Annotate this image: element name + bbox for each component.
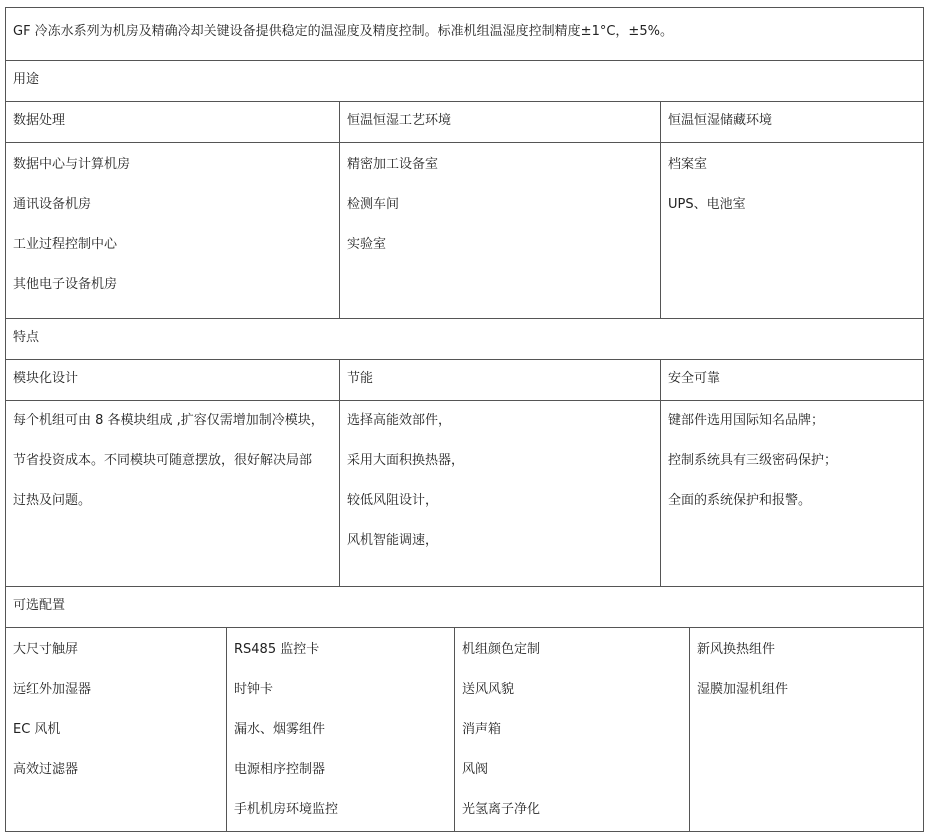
list-item: 电源相序控制器 [234, 762, 326, 777]
list-item: 湿膜加湿机组件 [697, 682, 789, 697]
list-item: 全面的系统保护和报警。 [668, 493, 812, 508]
options-column [690, 628, 923, 831]
list-item: 选择高能效部件， [347, 413, 452, 428]
list-item: 其他电子设备机房 [13, 277, 118, 292]
spec-table [5, 7, 924, 832]
uses-section-row [6, 61, 923, 102]
intro-text: GF 冷冻水系列为机房及精确冷却关键设备提供稳定的温湿度及精度控制。标准机组温湿度控制精度±1°C，±5%。 [13, 24, 673, 39]
list-item: 消声箱 [462, 722, 502, 737]
intro-row [6, 8, 923, 61]
features-items-row [6, 401, 923, 587]
uses-column [340, 143, 661, 318]
list-item: UPS、电池室 [668, 197, 746, 212]
options-column [227, 628, 455, 831]
uses-column [661, 143, 923, 318]
list-item: 每个机组可由 8 各模块组成 ,扩容仅需增加制冷模块， [13, 413, 324, 428]
features-column [6, 401, 340, 586]
features-header-row [6, 360, 923, 401]
uses-column-title: 数据处理 [6, 102, 340, 142]
list-item: 控制系统具有三级密码保护； [668, 453, 838, 468]
features-column-title: 节能 [340, 360, 661, 400]
options-section-row [6, 587, 923, 628]
list-item: EC 风机 [13, 722, 61, 737]
list-item: 节省投资成本。不同模块可随意摆放，很好解决局部 [13, 453, 313, 468]
list-item: 档案室 [668, 157, 708, 172]
options-column [455, 628, 690, 831]
list-item: 高效过滤器 [13, 762, 79, 777]
list-item: 手机机房环境监控 [234, 802, 339, 817]
list-item: 大尺寸触屏 [13, 642, 79, 657]
uses-heading: 用途 [13, 72, 40, 87]
list-item: 送风风貌 [462, 682, 515, 697]
list-item: 数据中心与计算机房 [13, 157, 131, 172]
list-item: RS485 监控卡 [234, 642, 320, 657]
list-item: 精密加工设备室 [347, 157, 439, 172]
list-item: 较低风阻设计， [347, 493, 439, 508]
uses-column [6, 143, 340, 318]
features-column [661, 401, 923, 586]
list-item: 时钟卡 [234, 682, 274, 697]
options-column [6, 628, 227, 831]
list-item: 工业过程控制中心 [13, 237, 118, 252]
list-item: 通讯设备机房 [13, 197, 92, 212]
list-item: 键部件选用国际知名品牌； [668, 413, 825, 428]
features-column-title: 模块化设计 [6, 360, 340, 400]
list-item: 机组颜色定制 [462, 642, 541, 657]
features-column-title: 安全可靠 [668, 371, 721, 386]
features-heading: 特点 [13, 330, 40, 345]
list-item: 检测车间 [347, 197, 400, 212]
list-item: 采用大面积换热器， [347, 453, 465, 468]
options-heading: 可选配置 [13, 598, 66, 613]
list-item: 风阀 [462, 762, 489, 777]
uses-header-row [6, 102, 923, 143]
uses-column-title: 恒温恒湿工艺环境 [340, 102, 661, 142]
list-item: 新风换热组件 [697, 642, 776, 657]
list-item: 过热及问题。 [13, 493, 92, 508]
uses-column-title: 恒温恒湿储藏环境 [668, 113, 773, 128]
list-item: 漏水、烟雾组件 [234, 722, 326, 737]
features-section-row [6, 319, 923, 360]
list-item: 光氢离子净化 [462, 802, 541, 817]
uses-items-row [6, 143, 923, 319]
features-column [340, 401, 661, 586]
list-item: 风机智能调速， [347, 533, 439, 548]
options-items-row [6, 628, 923, 831]
list-item: 远红外加湿器 [13, 682, 92, 697]
list-item: 实验室 [347, 237, 387, 252]
